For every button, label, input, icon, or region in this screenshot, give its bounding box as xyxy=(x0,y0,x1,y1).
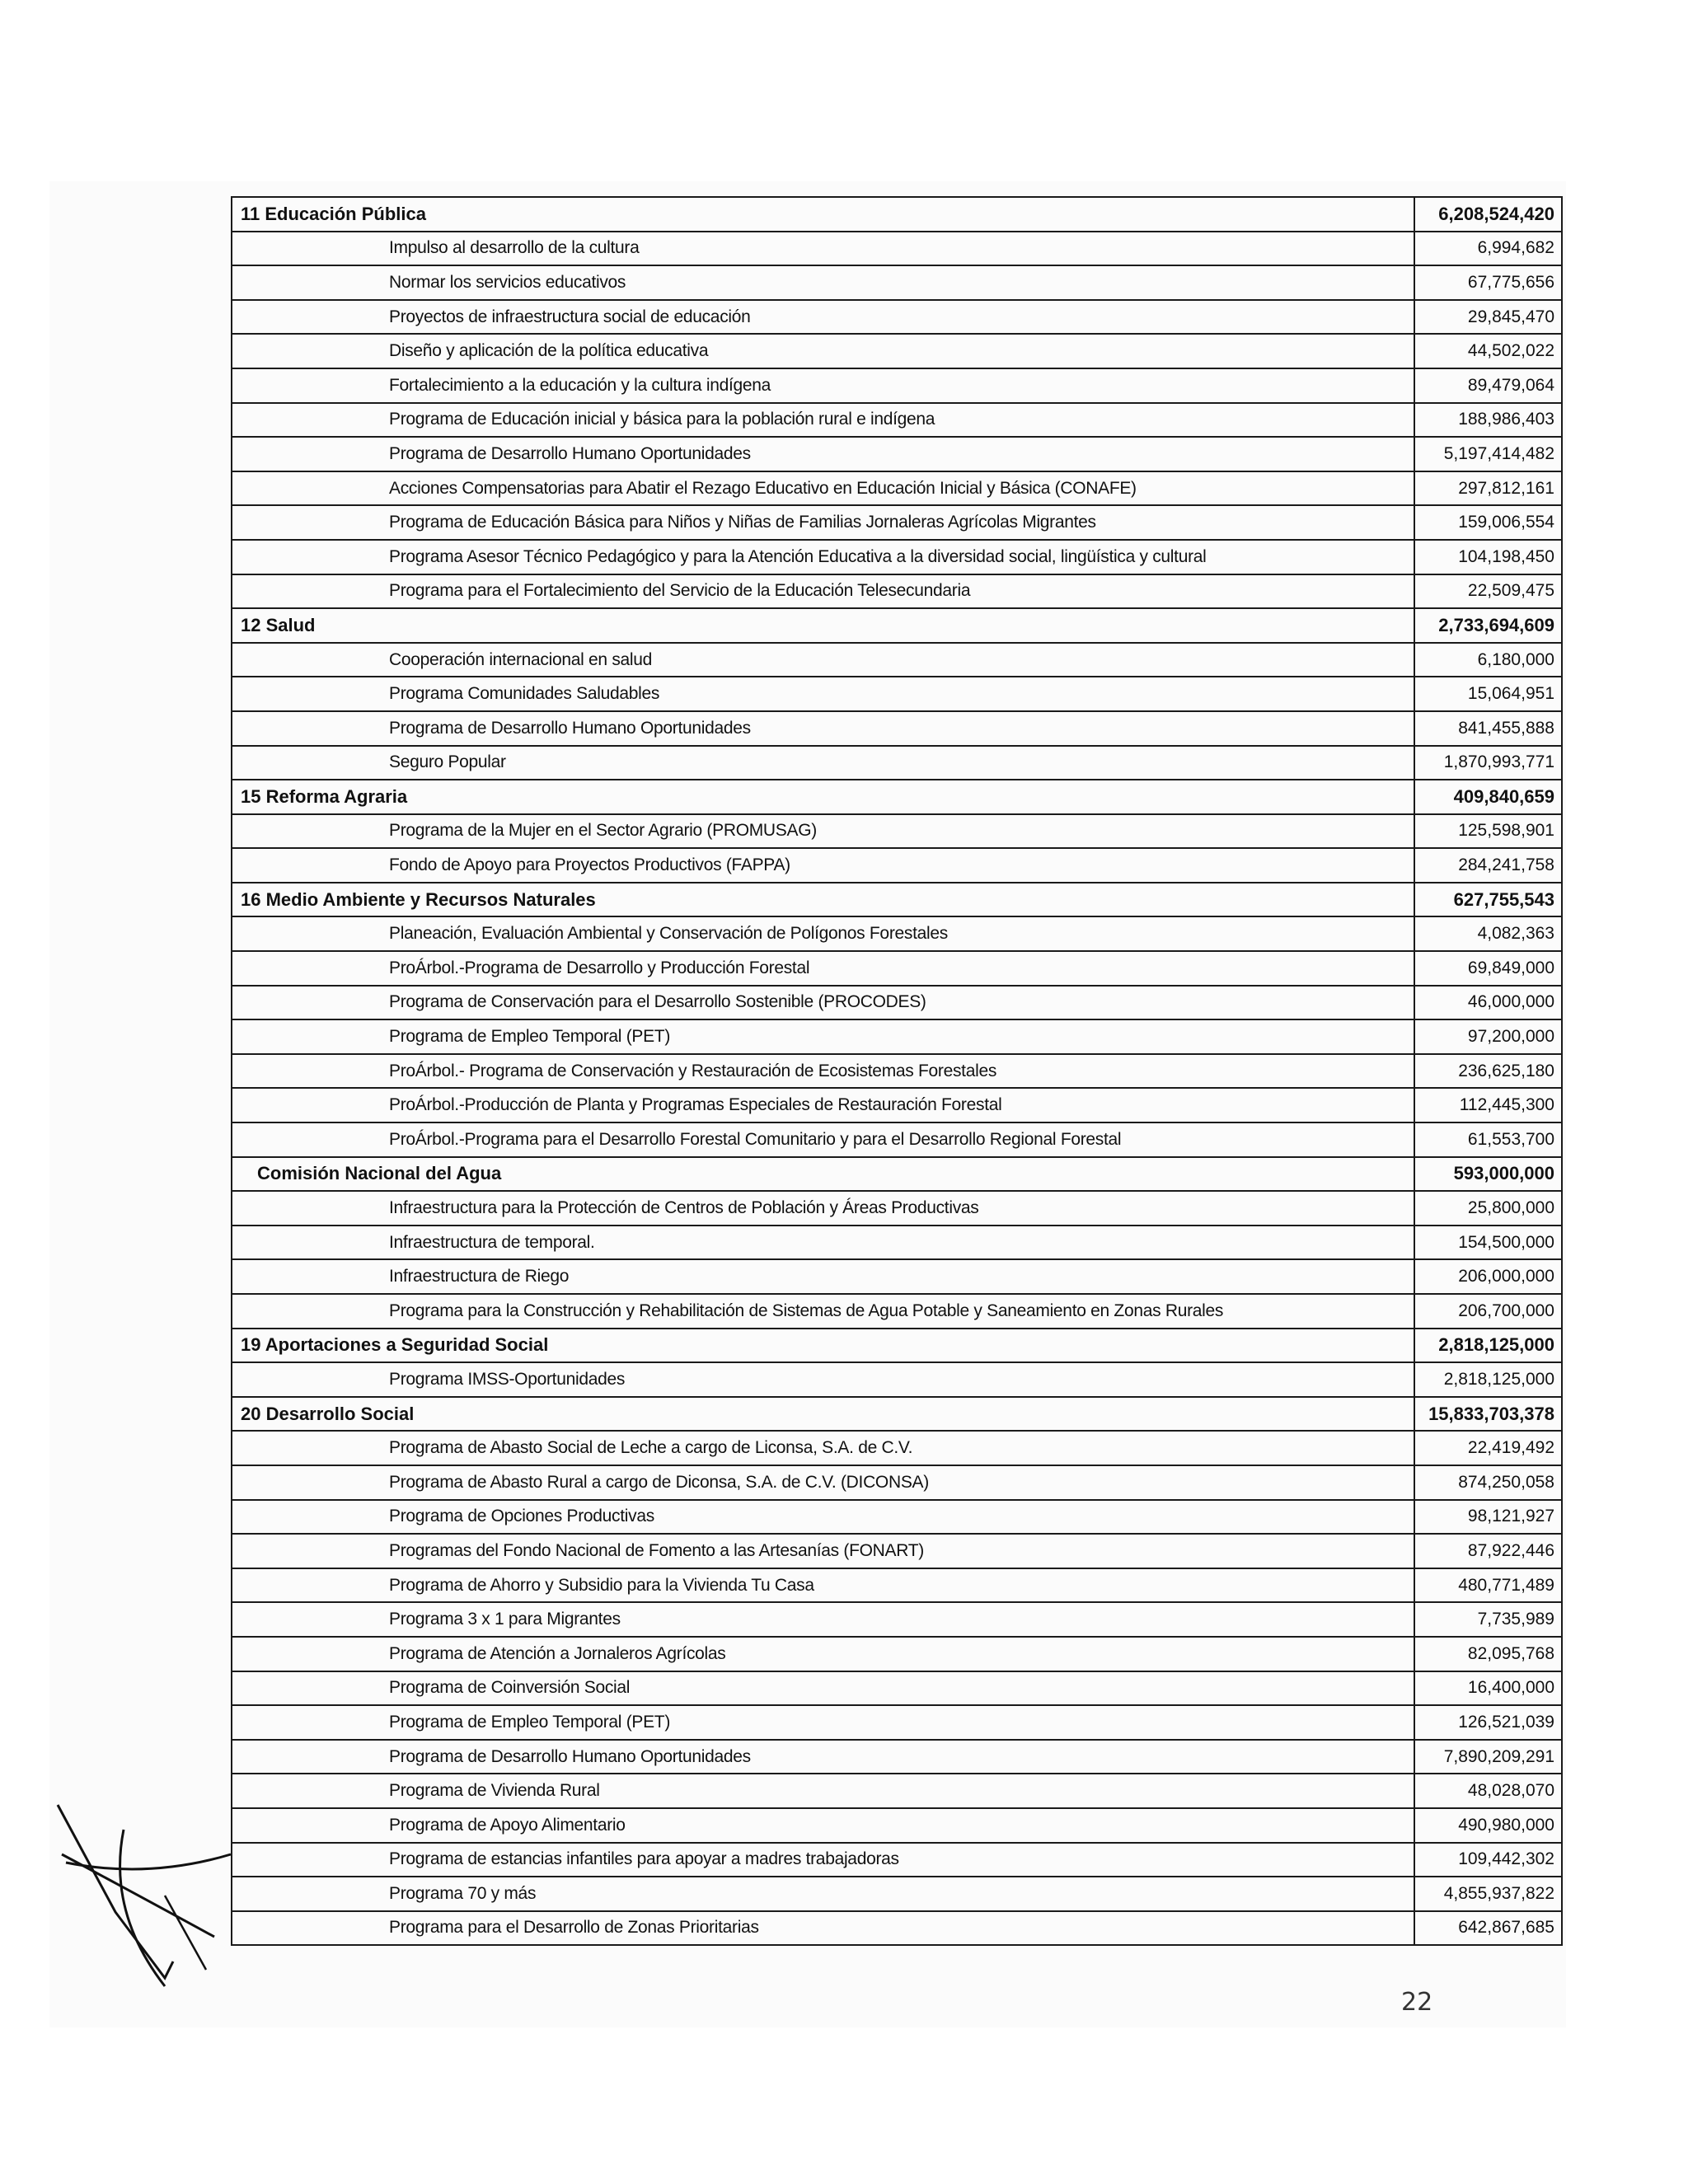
program-label: Programa 70 y más xyxy=(232,1877,1414,1911)
program-row xyxy=(232,1088,1562,1122)
program-row xyxy=(232,540,1562,574)
program-amount: 22,509,475 xyxy=(1414,574,1562,609)
program-label: Cooperación internacional en salud xyxy=(232,643,1414,677)
program-label: Fortalecimiento a la educación y la cultura indígena xyxy=(232,368,1414,403)
program-row xyxy=(232,916,1562,951)
program-row xyxy=(232,1602,1562,1637)
program-amount: 112,445,300 xyxy=(1414,1088,1562,1122)
program-label: Programa para la Construcción y Rehabilitación de Sistemas de Agua Potable y Saneamiento en Zonas Rurales xyxy=(232,1294,1414,1329)
page-number: 22 xyxy=(1401,1988,1433,2017)
program-label: Programa Asesor Técnico Pedagógico y para la Atención Educativa a la diversidad social, lingüística y cultural xyxy=(232,540,1414,574)
program-amount: 87,922,446 xyxy=(1414,1534,1562,1568)
program-amount: 109,442,302 xyxy=(1414,1843,1562,1877)
program-amount: 4,082,363 xyxy=(1414,916,1562,951)
program-row xyxy=(232,1740,1562,1774)
program-row xyxy=(232,1191,1562,1226)
program-row xyxy=(232,437,1562,471)
program-amount: 154,500,000 xyxy=(1414,1226,1562,1260)
program-label: ProÁrbol.- Programa de Conservación y Restauración de Ecosistemas Forestales xyxy=(232,1054,1414,1089)
section-total: 593,000,000 xyxy=(1414,1157,1562,1192)
section-total: 6,208,524,420 xyxy=(1414,197,1562,232)
program-amount: 48,028,070 xyxy=(1414,1774,1562,1808)
program-amount: 206,000,000 xyxy=(1414,1259,1562,1294)
program-row xyxy=(232,403,1562,438)
program-amount: 29,845,470 xyxy=(1414,300,1562,335)
program-label: Programa de Conservación para el Desarrollo Sostenible (PROCODES) xyxy=(232,986,1414,1020)
program-row xyxy=(232,1122,1562,1157)
program-amount: 159,006,554 xyxy=(1414,505,1562,540)
program-label: Programa de Opciones Productivas xyxy=(232,1500,1414,1535)
program-label: Seguro Popular xyxy=(232,746,1414,780)
program-row xyxy=(232,1534,1562,1568)
program-amount: 2,818,125,000 xyxy=(1414,1362,1562,1397)
program-row xyxy=(232,1019,1562,1054)
program-amount: 6,994,682 xyxy=(1414,232,1562,266)
program-label: Programa Comunidades Saludables xyxy=(232,677,1414,711)
program-row xyxy=(232,1671,1562,1706)
program-row xyxy=(232,1465,1562,1500)
program-amount: 4,855,937,822 xyxy=(1414,1877,1562,1911)
program-label: Programa para el Fortalecimiento del Servicio de la Educación Telesecundaria xyxy=(232,574,1414,609)
program-row xyxy=(232,848,1562,883)
program-label: Programa de la Mujer en el Sector Agrario (PROMUSAG) xyxy=(232,814,1414,849)
program-label: Impulso al desarrollo de la cultura xyxy=(232,232,1414,266)
program-row xyxy=(232,1705,1562,1740)
program-amount: 642,867,685 xyxy=(1414,1911,1562,1946)
section-row xyxy=(232,608,1562,643)
program-amount: 125,598,901 xyxy=(1414,814,1562,849)
section-row xyxy=(232,780,1562,814)
program-amount: 7,890,209,291 xyxy=(1414,1740,1562,1774)
program-label: Infraestructura para la Protección de Centros de Población y Áreas Productivas xyxy=(232,1191,1414,1226)
program-row xyxy=(232,814,1562,849)
program-row xyxy=(232,1568,1562,1603)
program-amount: 82,095,768 xyxy=(1414,1637,1562,1671)
program-row xyxy=(232,232,1562,266)
program-label: Acciones Compensatorias para Abatir el Rezago Educativo en Educación Inicial y Básica (CONAFE) xyxy=(232,471,1414,506)
program-row xyxy=(232,368,1562,403)
program-amount: 61,553,700 xyxy=(1414,1122,1562,1157)
program-label: Fondo de Apoyo para Proyectos Productivos (FAPPA) xyxy=(232,848,1414,883)
program-label: Normar los servicios educativos xyxy=(232,265,1414,300)
program-row xyxy=(232,1294,1562,1329)
program-label: Programa de estancias infantiles para apoyar a madres trabajadoras xyxy=(232,1843,1414,1877)
section-row xyxy=(232,1329,1562,1363)
program-amount: 7,735,989 xyxy=(1414,1602,1562,1637)
program-label: Programa de Abasto Social de Leche a cargo de Liconsa, S.A. de C.V. xyxy=(232,1431,1414,1465)
program-row xyxy=(232,1226,1562,1260)
program-label: Diseño y aplicación de la política educativa xyxy=(232,334,1414,368)
program-label: Programa 3 x 1 para Migrantes xyxy=(232,1602,1414,1637)
program-row xyxy=(232,1500,1562,1535)
program-amount: 44,502,022 xyxy=(1414,334,1562,368)
program-row xyxy=(232,986,1562,1020)
program-amount: 126,521,039 xyxy=(1414,1705,1562,1740)
section-label: 12 Salud xyxy=(232,608,1414,643)
program-label: Planeación, Evaluación Ambiental y Conservación de Polígonos Forestales xyxy=(232,916,1414,951)
section-total: 2,818,125,000 xyxy=(1414,1329,1562,1363)
program-row xyxy=(232,1362,1562,1397)
program-label: Proyectos de infraestructura social de educación xyxy=(232,300,1414,335)
program-label: Programa de Coinversión Social xyxy=(232,1671,1414,1706)
program-amount: 6,180,000 xyxy=(1414,643,1562,677)
program-amount: 22,419,492 xyxy=(1414,1431,1562,1465)
program-label: Infraestructura de temporal. xyxy=(232,1226,1414,1260)
program-label: Programa de Empleo Temporal (PET) xyxy=(232,1019,1414,1054)
section-label: Comisión Nacional del Agua xyxy=(232,1157,1414,1192)
section-row xyxy=(232,883,1562,917)
program-amount: 480,771,489 xyxy=(1414,1568,1562,1603)
program-amount: 15,064,951 xyxy=(1414,677,1562,711)
program-label: Infraestructura de Riego xyxy=(232,1259,1414,1294)
program-row xyxy=(232,1911,1562,1946)
program-label: Programa de Desarrollo Humano Oportunidades xyxy=(232,711,1414,746)
program-label: Programa de Ahorro y Subsidio para la Vivienda Tu Casa xyxy=(232,1568,1414,1603)
program-label: Programa de Desarrollo Humano Oportunidades xyxy=(232,1740,1414,1774)
program-amount: 104,198,450 xyxy=(1414,540,1562,574)
program-amount: 97,200,000 xyxy=(1414,1019,1562,1054)
program-label: ProÁrbol.-Programa para el Desarrollo Forestal Comunitario y para el Desarrollo Regional Forestal xyxy=(232,1122,1414,1157)
program-label: Programa de Vivienda Rural xyxy=(232,1774,1414,1808)
program-amount: 874,250,058 xyxy=(1414,1465,1562,1500)
program-row xyxy=(232,711,1562,746)
section-label: 19 Aportaciones a Seguridad Social xyxy=(232,1329,1414,1363)
section-row xyxy=(232,1157,1562,1192)
program-row xyxy=(232,300,1562,335)
section-row xyxy=(232,197,1562,232)
program-amount: 5,197,414,482 xyxy=(1414,437,1562,471)
program-row xyxy=(232,265,1562,300)
program-amount: 188,986,403 xyxy=(1414,403,1562,438)
program-label: Programas del Fondo Nacional de Fomento a las Artesanías (FONART) xyxy=(232,1534,1414,1568)
program-row xyxy=(232,471,1562,506)
program-label: Programa de Abasto Rural a cargo de Diconsa, S.A. de C.V. (DICONSA) xyxy=(232,1465,1414,1500)
program-row xyxy=(232,334,1562,368)
program-amount: 25,800,000 xyxy=(1414,1191,1562,1226)
program-label: Programa de Empleo Temporal (PET) xyxy=(232,1705,1414,1740)
program-amount: 98,121,927 xyxy=(1414,1500,1562,1535)
program-amount: 1,870,993,771 xyxy=(1414,746,1562,780)
program-amount: 284,241,758 xyxy=(1414,848,1562,883)
program-label: Programa de Educación Básica para Niños y Niñas de Familias Jornaleras Agrícolas Migrantes xyxy=(232,505,1414,540)
budget-table-body xyxy=(232,197,1562,1945)
program-row xyxy=(232,1843,1562,1877)
section-total: 15,833,703,378 xyxy=(1414,1397,1562,1432)
program-row xyxy=(232,1877,1562,1911)
program-row xyxy=(232,677,1562,711)
program-amount: 297,812,161 xyxy=(1414,471,1562,506)
program-row xyxy=(232,746,1562,780)
program-row xyxy=(232,1054,1562,1089)
handwritten-signature xyxy=(49,1797,247,1994)
program-row xyxy=(232,951,1562,986)
budget-table xyxy=(231,196,1563,1946)
section-total: 627,755,543 xyxy=(1414,883,1562,917)
program-row xyxy=(232,1431,1562,1465)
program-label: Programa de Desarrollo Humano Oportunidades xyxy=(232,437,1414,471)
program-label: ProÁrbol.-Programa de Desarrollo y Producción Forestal xyxy=(232,951,1414,986)
section-total: 2,733,694,609 xyxy=(1414,608,1562,643)
program-amount: 16,400,000 xyxy=(1414,1671,1562,1706)
program-row xyxy=(232,643,1562,677)
program-amount: 841,455,888 xyxy=(1414,711,1562,746)
program-amount: 89,479,064 xyxy=(1414,368,1562,403)
program-amount: 69,849,000 xyxy=(1414,951,1562,986)
program-row xyxy=(232,1637,1562,1671)
program-row xyxy=(232,1808,1562,1843)
program-amount: 490,980,000 xyxy=(1414,1808,1562,1843)
program-row xyxy=(232,505,1562,540)
program-row xyxy=(232,1259,1562,1294)
section-label: 20 Desarrollo Social xyxy=(232,1397,1414,1432)
program-label: Programa de Educación inicial y básica para la población rural e indígena xyxy=(232,403,1414,438)
section-row xyxy=(232,1397,1562,1432)
section-label: 15 Reforma Agraria xyxy=(232,780,1414,814)
program-amount: 206,700,000 xyxy=(1414,1294,1562,1329)
program-row xyxy=(232,1774,1562,1808)
program-label: Programa para el Desarrollo de Zonas Prioritarias xyxy=(232,1911,1414,1946)
program-label: ProÁrbol.-Producción de Planta y Programas Especiales de Restauración Forestal xyxy=(232,1088,1414,1122)
program-label: Programa de Apoyo Alimentario xyxy=(232,1808,1414,1843)
program-row xyxy=(232,574,1562,609)
section-label: 16 Medio Ambiente y Recursos Naturales xyxy=(232,883,1414,917)
program-label: Programa de Atención a Jornaleros Agrícolas xyxy=(232,1637,1414,1671)
program-amount: 236,625,180 xyxy=(1414,1054,1562,1089)
program-label: Programa IMSS-Oportunidades xyxy=(232,1362,1414,1397)
program-amount: 67,775,656 xyxy=(1414,265,1562,300)
program-amount: 46,000,000 xyxy=(1414,986,1562,1020)
section-total: 409,840,659 xyxy=(1414,780,1562,814)
section-label: 11 Educación Pública xyxy=(232,197,1414,232)
